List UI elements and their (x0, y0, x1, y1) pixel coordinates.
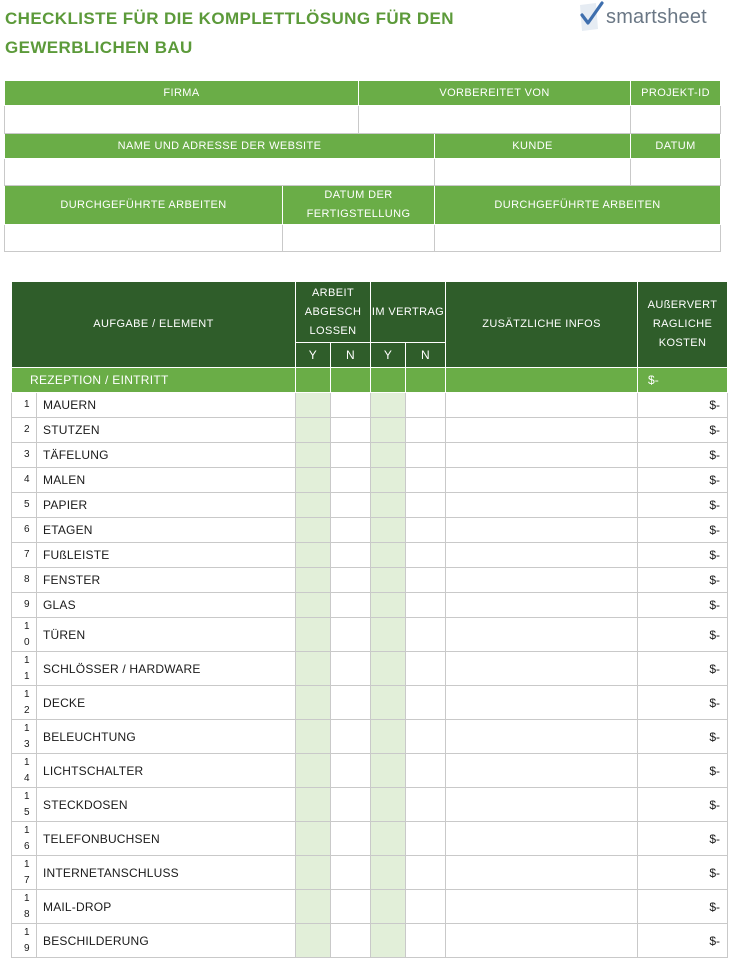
table-row (12, 418, 728, 443)
row-number: 8 (12, 568, 37, 593)
row-number: 4 (12, 468, 37, 493)
vorbereitet-von-header: VORBEREITET VON (359, 81, 631, 106)
row-task: GLAS (37, 593, 296, 618)
extra-info-cell[interactable] (446, 568, 638, 593)
contract-yes-cell[interactable] (371, 788, 406, 822)
table-row (12, 518, 728, 543)
table-row (12, 720, 728, 754)
row-cost: $- (638, 418, 728, 443)
page-title: CHECKLISTE FÜR DIE KOMPLETTLÖSUNG FÜR DEN GEWERBLICHEN BAU (5, 9, 454, 57)
work-done-no-cell[interactable] (331, 856, 371, 890)
website-field[interactable] (5, 159, 435, 186)
extra-costs-header: AUßERVERT RAGLICHE KOSTEN (638, 282, 728, 368)
work-done-no-cell[interactable] (331, 518, 371, 543)
extra-info-cell[interactable] (446, 890, 638, 924)
table-row (12, 890, 728, 924)
row-task: ETAGEN (37, 518, 296, 543)
row-task: STUTZEN (37, 418, 296, 443)
extra-info-cell[interactable] (446, 720, 638, 754)
contract-yes-cell[interactable] (371, 493, 406, 518)
table-row (12, 618, 728, 652)
contract-no-cell[interactable] (406, 652, 446, 686)
extra-info-cell[interactable] (446, 418, 638, 443)
extra-info-cell[interactable] (446, 686, 638, 720)
contract-no-cell[interactable] (406, 618, 446, 652)
row-task: MAUERN (37, 393, 296, 418)
row-cost: $- (638, 788, 728, 822)
contract-no-cell[interactable] (406, 822, 446, 856)
contract-yes-cell[interactable] (371, 720, 406, 754)
section-cell (446, 368, 638, 393)
row-number: 7 (12, 543, 37, 568)
work-done-yes-cell[interactable] (296, 720, 331, 754)
row-cost: $- (638, 822, 728, 856)
row-number: 5 (12, 493, 37, 518)
work-done-yes-cell[interactable] (296, 493, 331, 518)
extra-info-cell[interactable] (446, 543, 638, 568)
work-done-yes-cell[interactable] (296, 686, 331, 720)
table-row (12, 493, 728, 518)
work-done-no-cell[interactable] (331, 468, 371, 493)
work-done-no-header: N (331, 343, 371, 368)
kunde-header: KUNDE (435, 134, 631, 159)
contract-no-cell[interactable] (406, 518, 446, 543)
extra-info-cell[interactable] (446, 652, 638, 686)
table-row (12, 468, 728, 493)
task-header: AUFGABE / ELEMENT (12, 282, 296, 368)
section-label: REZEPTION / EINTRITT (12, 368, 296, 393)
contract-yes-cell[interactable] (371, 518, 406, 543)
work-done-no-cell[interactable] (331, 593, 371, 618)
row-cost: $- (638, 493, 728, 518)
extra-info-cell[interactable] (446, 856, 638, 890)
work-done-no-cell[interactable] (331, 393, 371, 418)
row-cost: $- (638, 443, 728, 468)
arbeiten-field-1[interactable] (5, 225, 283, 252)
row-cost: $- (638, 856, 728, 890)
table-row (12, 822, 728, 856)
section-row (12, 368, 728, 393)
work-done-yes-cell[interactable] (296, 568, 331, 593)
row-number: 1 (12, 393, 37, 418)
extra-info-cell[interactable] (446, 822, 638, 856)
work-done-yes-cell[interactable] (296, 788, 331, 822)
extra-info-cell[interactable] (446, 593, 638, 618)
row-task: MALEN (37, 468, 296, 493)
row-number: 1 5 (12, 788, 37, 822)
row-cost: $- (638, 720, 728, 754)
work-done-no-cell[interactable] (331, 493, 371, 518)
row-task: FENSTER (37, 568, 296, 593)
work-done-yes-cell[interactable] (296, 822, 331, 856)
work-done-yes-cell[interactable] (296, 924, 331, 958)
contract-yes-header: Y (371, 343, 406, 368)
row-cost: $- (638, 652, 728, 686)
table-row (12, 652, 728, 686)
row-cost: $- (638, 468, 728, 493)
row-task: BELEUCHTUNG (37, 720, 296, 754)
contract-yes-cell[interactable] (371, 652, 406, 686)
contract-no-cell[interactable] (406, 788, 446, 822)
row-cost: $- (638, 393, 728, 418)
extra-info-cell[interactable] (446, 518, 638, 543)
row-task: STECKDOSEN (37, 788, 296, 822)
work-done-no-cell[interactable] (331, 788, 371, 822)
smartsheet-logo (577, 0, 707, 34)
contract-no-cell[interactable] (406, 443, 446, 468)
row-number: 1 9 (12, 924, 37, 958)
contract-yes-cell[interactable] (371, 890, 406, 924)
section-cell (371, 368, 406, 393)
row-task: FUßLEISTE (37, 543, 296, 568)
row-task: DECKE (37, 686, 296, 720)
work-done-yes-cell[interactable] (296, 593, 331, 618)
firma-field[interactable] (5, 106, 359, 134)
work-done-no-cell[interactable] (331, 890, 371, 924)
work-done-yes-cell[interactable] (296, 543, 331, 568)
section-cell (296, 368, 331, 393)
row-cost: $- (638, 754, 728, 788)
checkmark-logo-icon (577, 1, 605, 33)
row-cost: $- (638, 518, 728, 543)
row-task: TÄFELUNG (37, 443, 296, 468)
projekt-id-field[interactable] (631, 106, 721, 134)
row-task: TELEFONBUCHSEN (37, 822, 296, 856)
contract-no-cell[interactable] (406, 393, 446, 418)
row-task: PAPIER (37, 493, 296, 518)
work-done-no-cell[interactable] (331, 822, 371, 856)
project-info-table (4, 80, 721, 252)
row-number: 1 2 (12, 686, 37, 720)
datum-header: DATUM (631, 134, 721, 159)
work-done-no-cell[interactable] (331, 543, 371, 568)
row-number: 2 (12, 418, 37, 443)
work-done-no-cell[interactable] (331, 754, 371, 788)
contract-no-cell[interactable] (406, 890, 446, 924)
extra-info-cell[interactable] (446, 393, 638, 418)
contract-yes-cell[interactable] (371, 443, 406, 468)
row-cost: $- (638, 924, 728, 958)
row-cost: $- (638, 543, 728, 568)
row-cost: $- (638, 618, 728, 652)
contract-yes-cell[interactable] (371, 468, 406, 493)
contract-yes-cell[interactable] (371, 822, 406, 856)
extra-info-cell[interactable] (446, 754, 638, 788)
work-done-yes-cell[interactable] (296, 443, 331, 468)
contract-no-cell[interactable] (406, 543, 446, 568)
row-number: 1 6 (12, 822, 37, 856)
contract-yes-cell[interactable] (371, 856, 406, 890)
work-done-yes-cell[interactable] (296, 418, 331, 443)
row-number: 1 3 (12, 720, 37, 754)
table-row (12, 754, 728, 788)
row-cost: $- (638, 890, 728, 924)
website-header: NAME UND ADRESSE DER WEBSITE (5, 134, 435, 159)
datum-field[interactable] (631, 159, 721, 186)
work-done-no-cell[interactable] (331, 418, 371, 443)
work-done-yes-cell[interactable] (296, 468, 331, 493)
contract-yes-cell[interactable] (371, 543, 406, 568)
table-row (12, 924, 728, 958)
kunde-field[interactable] (435, 159, 631, 186)
work-done-header: ARBEIT ABGESCH LOSSEN (296, 282, 371, 343)
work-done-yes-cell[interactable] (296, 856, 331, 890)
row-number: 6 (12, 518, 37, 543)
fertigstellung-field[interactable] (283, 225, 435, 252)
work-done-yes-cell[interactable] (296, 652, 331, 686)
extra-info-cell[interactable] (446, 493, 638, 518)
row-number: 1 8 (12, 890, 37, 924)
work-done-no-cell[interactable] (331, 652, 371, 686)
work-done-no-cell[interactable] (331, 720, 371, 754)
row-number: 1 7 (12, 856, 37, 890)
arbeiten-field-2[interactable] (435, 225, 721, 252)
row-number: 9 (12, 593, 37, 618)
work-done-yes-cell[interactable] (296, 754, 331, 788)
contract-yes-cell[interactable] (371, 618, 406, 652)
table-row (12, 543, 728, 568)
work-done-yes-cell[interactable] (296, 618, 331, 652)
row-cost: $- (638, 593, 728, 618)
row-number: 1 0 (12, 618, 37, 652)
extra-info-cell[interactable] (446, 443, 638, 468)
contract-yes-cell[interactable] (371, 593, 406, 618)
checklist-table (11, 281, 728, 958)
contract-yes-cell[interactable] (371, 754, 406, 788)
arbeiten-header-1: DURCHGEFÜHRTE ARBEITEN (5, 186, 283, 225)
contract-no-cell[interactable] (406, 418, 446, 443)
row-number: 3 (12, 443, 37, 468)
contract-no-cell[interactable] (406, 754, 446, 788)
extra-info-cell[interactable] (446, 788, 638, 822)
work-done-no-cell[interactable] (331, 924, 371, 958)
table-row (12, 443, 728, 468)
work-done-yes-cell[interactable] (296, 518, 331, 543)
vorbereitet-von-field[interactable] (359, 106, 631, 134)
table-row (12, 393, 728, 418)
contract-no-cell[interactable] (406, 568, 446, 593)
table-row (12, 686, 728, 720)
row-task: INTERNETANSCHLUSS (37, 856, 296, 890)
row-cost: $- (638, 686, 728, 720)
table-row (12, 856, 728, 890)
section-cell (406, 368, 446, 393)
contract-no-header: N (406, 343, 446, 368)
extra-info-cell[interactable] (446, 924, 638, 958)
work-done-yes-header: Y (296, 343, 331, 368)
logo-text: smartsheet (606, 5, 707, 28)
work-done-no-cell[interactable] (331, 618, 371, 652)
extra-info-cell[interactable] (446, 468, 638, 493)
fertigstellung-header: DATUM DER FERTIGSTELLUNG (283, 186, 435, 225)
section-cost: $- (638, 368, 728, 393)
extra-info-header: ZUSÄTZLICHE INFOS (446, 282, 638, 368)
firma-header: FIRMA (5, 81, 359, 106)
work-done-no-cell[interactable] (331, 568, 371, 593)
row-task: BESCHILDERUNG (37, 924, 296, 958)
table-row (12, 593, 728, 618)
contract-yes-cell[interactable] (371, 924, 406, 958)
contract-no-cell[interactable] (406, 856, 446, 890)
contract-no-cell[interactable] (406, 720, 446, 754)
row-task: LICHTSCHALTER (37, 754, 296, 788)
work-done-no-cell[interactable] (331, 686, 371, 720)
table-row (12, 788, 728, 822)
in-contract-header: IM VERTRAG (371, 282, 446, 343)
row-task: SCHLÖSSER / HARDWARE (37, 652, 296, 686)
row-cost: $- (638, 568, 728, 593)
contract-no-cell[interactable] (406, 493, 446, 518)
row-task: MAIL-DROP (37, 890, 296, 924)
contract-yes-cell[interactable] (371, 686, 406, 720)
table-row (12, 568, 728, 593)
arbeiten-header-2: DURCHGEFÜHRTE ARBEITEN (435, 186, 721, 225)
contract-yes-cell[interactable] (371, 568, 406, 593)
row-number: 1 4 (12, 754, 37, 788)
work-done-no-cell[interactable] (331, 443, 371, 468)
contract-no-cell[interactable] (406, 468, 446, 493)
row-number: 1 1 (12, 652, 37, 686)
contract-no-cell[interactable] (406, 686, 446, 720)
contract-yes-cell[interactable] (371, 418, 406, 443)
extra-info-cell[interactable] (446, 618, 638, 652)
section-cell (331, 368, 371, 393)
row-task: TÜREN (37, 618, 296, 652)
contract-yes-cell[interactable] (371, 393, 406, 418)
work-done-yes-cell[interactable] (296, 393, 331, 418)
work-done-yes-cell[interactable] (296, 890, 331, 924)
contract-no-cell[interactable] (406, 593, 446, 618)
contract-no-cell[interactable] (406, 924, 446, 958)
projekt-id-header: PROJEKT-ID (631, 81, 721, 106)
